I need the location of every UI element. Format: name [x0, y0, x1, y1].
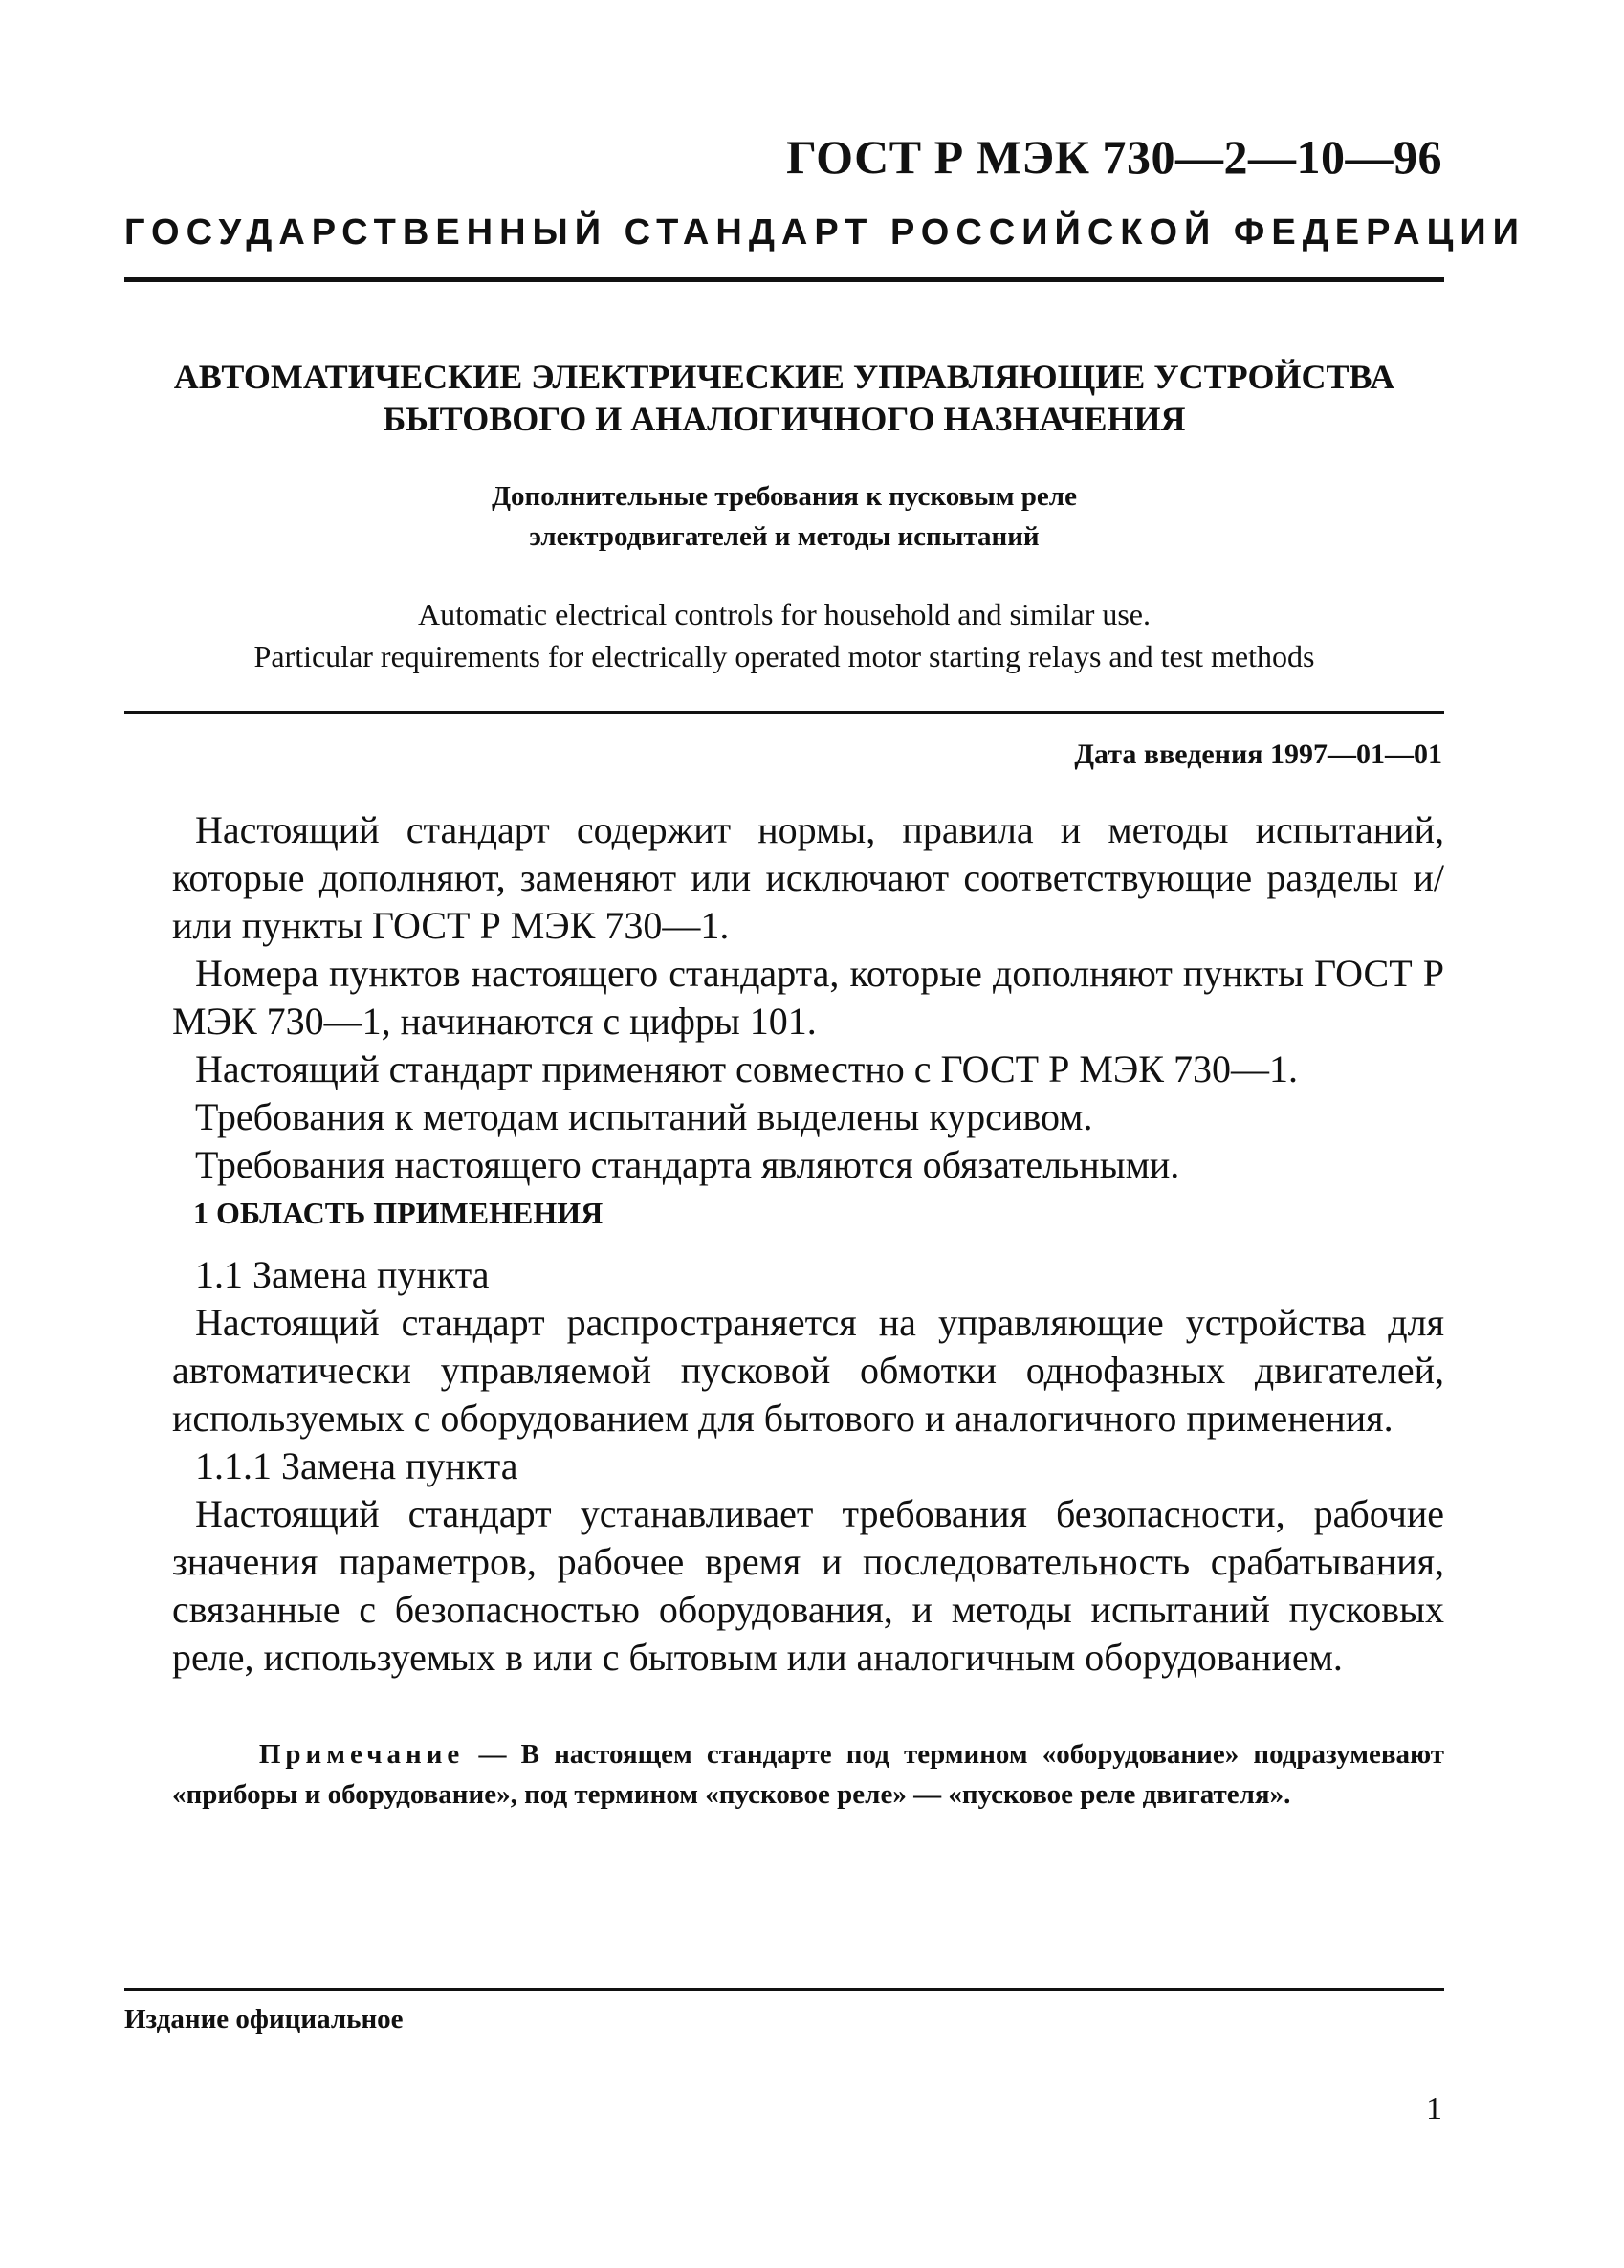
header-divider — [124, 277, 1444, 282]
title-line-1: АВТОМАТИЧЕСКИЕ ЭЛЕКТРИЧЕСКИЕ УПРАВЛЯЮЩИЕ УСТРОЙСТВА — [173, 358, 1395, 396]
note-text: — В настоящем стандарте под термином «оборудование» подразумевают «приборы и оборудование», под термином «пусковое реле» — «пусковое реле двигателя». — [172, 1739, 1445, 1810]
intro-paragraph: Требования к методам испытаний выделены курсивом. — [195, 1095, 1093, 1138]
document-subtitle — [124, 476, 1444, 557]
clause-number: 1.1 Замена пункта — [195, 1253, 490, 1296]
edition-label: Издание официальное — [124, 2004, 404, 2035]
english-title — [124, 593, 1444, 677]
section-paragraph: Настоящий стандарт устанавливает требования безопасности, рабочие значения параметров, рабочее время и последовательность срабатывания, связанные с безопасностью оборудования, и методы испытаний пусковых реле, используемых в или с бытовым или аналогичным оборудованием. — [172, 1492, 1444, 1679]
document-number: ГОСТ Р МЭК 730—2—10—96 — [786, 130, 1442, 184]
page-number: 1 — [1426, 2091, 1442, 2126]
subtitle-line-1: Дополнительные требования к пусковым реле — [492, 481, 1077, 512]
clause-number: 1.1.1 Замена пункта — [195, 1444, 518, 1487]
title-divider — [124, 711, 1444, 714]
subtitle-line-2: электродвигателей и методы испытаний — [529, 521, 1040, 552]
footer-divider — [124, 1988, 1444, 1991]
intro-text — [172, 806, 1444, 1189]
intro-paragraph: Номера пунктов настоящего стандарта, которые дополняют пункты ГОСТ Р МЭК 730—1, начинаются с цифры 101. — [172, 952, 1444, 1043]
introduction-date: Дата введения 1997—01—01 — [1074, 738, 1442, 770]
note: ​ Примечание — В настоящем стандарте под термином «оборудование» подразумевают «приборы и оборудование», под термином «пусковое реле» — «пусковое реле двигателя». — [172, 1739, 1445, 1810]
section-heading: 1 ОБЛАСТЬ ПРИМЕНЕНИЯ — [193, 1196, 604, 1230]
section-paragraph: Настоящий стандарт распространяется на управляющие устройства для автоматически управляемой пусковой обмотки однофазных двигателей, используемых с оборудованием для бытового и аналогичного применения. — [172, 1301, 1444, 1440]
english-title-line-1: Automatic electrical controls for household and similar use. — [418, 597, 1151, 631]
section-text — [172, 1251, 1444, 1682]
english-title-line-2: Particular requirements for electrically operated motor starting relays and test methods — [253, 639, 1315, 673]
state-standard-heading: ГОСУДАРСТВЕННЫЙ СТАНДАРТ РОССИЙСКОЙ ФЕДЕРАЦИИ — [124, 212, 1525, 253]
title-line-2: БЫТОВОГО И АНАЛОГИЧНОГО НАЗНАЧЕНИЯ — [383, 400, 1186, 438]
intro-paragraph: Требования настоящего стандарта являются обязательными. — [195, 1143, 1180, 1186]
note-label: Примечание — [258, 1739, 465, 1770]
intro-paragraph: Настоящий стандарт применяют совместно с ГОСТ Р МЭК 730—1. — [195, 1047, 1298, 1090]
document-title — [124, 356, 1444, 440]
intro-paragraph: Настоящий стандарт содержит нормы, правила и методы испытаний, которые дополняют, заменяют или исключают соответствующие разделы и/или пункты ГОСТ Р МЭК 730—1. — [172, 808, 1444, 947]
